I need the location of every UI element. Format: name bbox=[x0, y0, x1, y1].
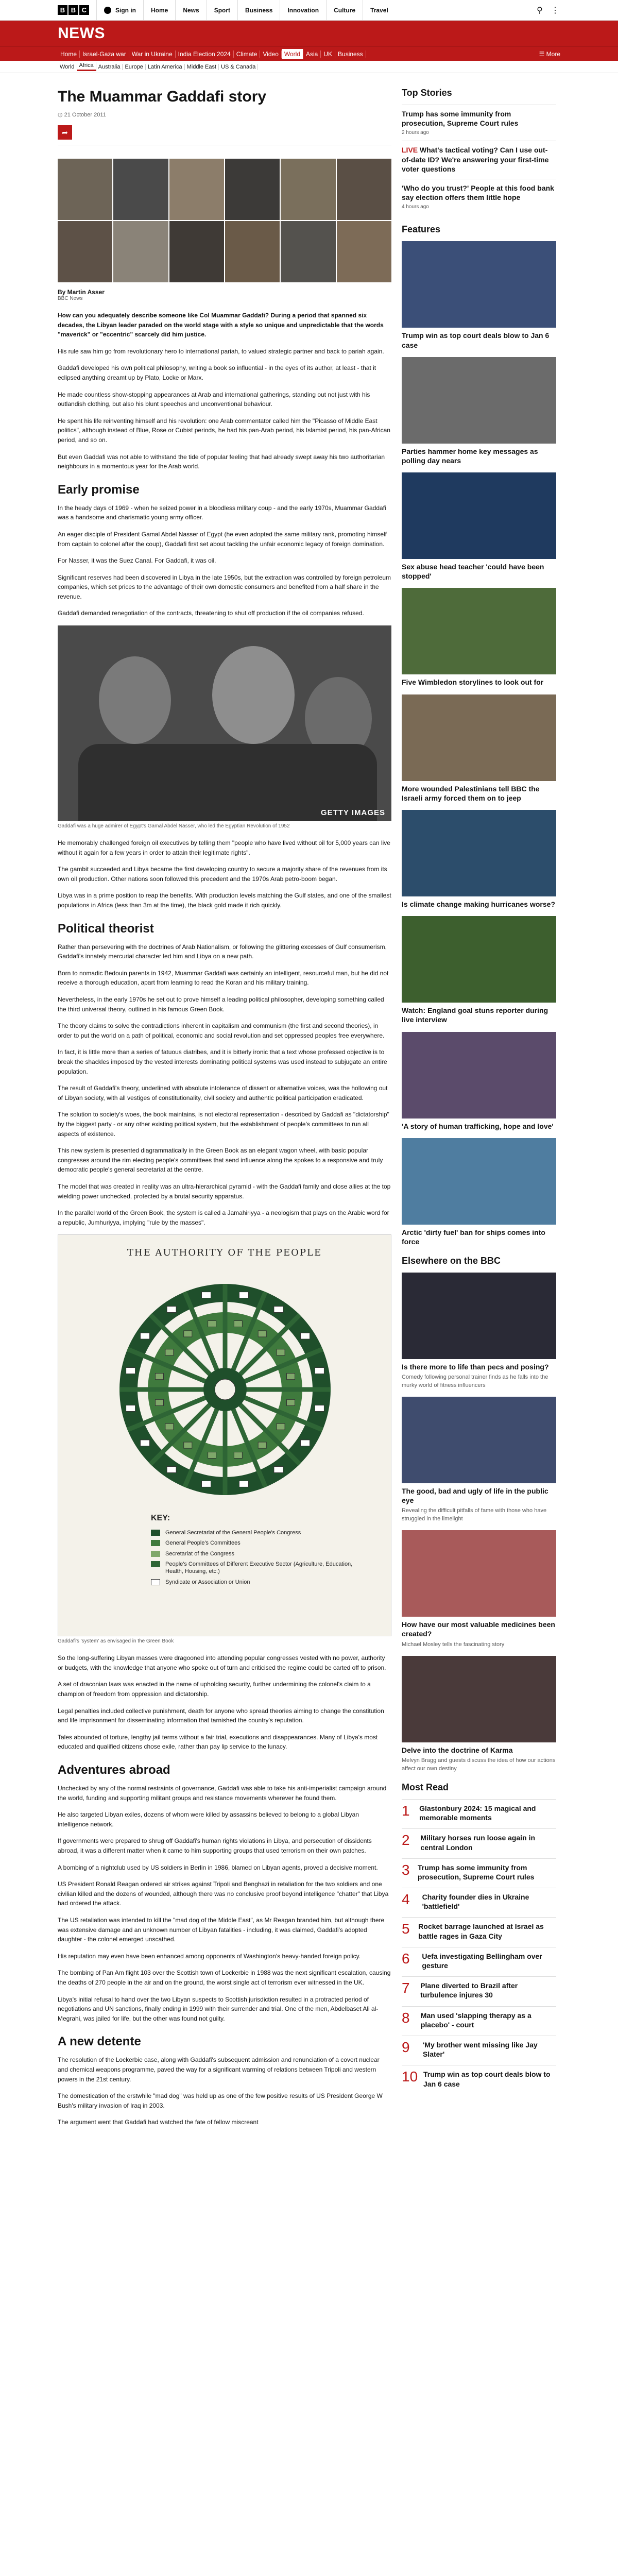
nav-video[interactable]: Video bbox=[260, 50, 281, 58]
paragraph: A set of draconian laws was enacted in the name of upholding security, further undermining the colonel's claim to a champion of freedom from oppression and dictatorship. bbox=[58, 1681, 371, 1698]
elsewhere-title: How have our most valuable medicines been created? bbox=[402, 1620, 555, 1638]
elsewhere-heading: Elsewhere on the BBC bbox=[402, 1256, 501, 1266]
paragraph: Significant reserves had been discovered in Libya in the late 1950s, but the extraction was controlled by foreign petroleum companies, which set prices to the advantage of their own domestic consumers and benefited from a half share in the revenue. bbox=[58, 573, 391, 600]
top-nav bbox=[143, 0, 396, 21]
congress-box bbox=[315, 1405, 324, 1412]
congress-box bbox=[274, 1307, 283, 1313]
subnav-world[interactable]: World bbox=[58, 64, 77, 70]
committee-box bbox=[165, 1424, 174, 1430]
most-read-title: Glastonbury 2024: 15 magical and memorable moments bbox=[419, 1804, 536, 1822]
paragraph: Legal penalties included collective punishment, death for anyone who spread theories aiming to change the constitution and life imprisonment for disseminating information that tarnished the country's reputation. bbox=[58, 1707, 384, 1724]
committee-box bbox=[165, 1349, 174, 1355]
congress-box bbox=[239, 1481, 248, 1487]
congress-box bbox=[126, 1405, 135, 1412]
paragraph: An eager disciple of President Gamal Abdel Nasser of Egypt (he even adopted the same military rank, promoting himself from captain to colonel after the coup), Gaddafi first set about tackling the unfair economic legacy of foreign domination. bbox=[58, 530, 387, 548]
paragraph: This new system is presented diagrammatically in the Green Book as an elegant wagon wheel, with basic popular congresses around the rim electing people's committees that send influence along the spokes to a responsive and truly democratic people's general secretariat at the centre. bbox=[58, 1147, 383, 1174]
most-read-rank: 5 bbox=[402, 1921, 410, 1937]
paragraph: So the long-suffering Libyan masses were dragooned into attending popular congresses vested with no power, authority or budgets, with the knowledge that anyone who spoke out of turn and criticised the regime could be carted off to prison. bbox=[58, 1654, 386, 1671]
subnav-europe[interactable]: Europe bbox=[123, 64, 145, 70]
elsewhere-list bbox=[402, 1273, 556, 1773]
nav-business[interactable]: Business bbox=[335, 50, 366, 58]
key-label: General Secretariat of the General People's Congress bbox=[165, 1530, 301, 1536]
congress-box bbox=[300, 1333, 310, 1339]
intro-paragraph: How can you adequately describe someone like Col Muammar Gaddafi? During a period that spanned six decades, the Libyan leader paraded on the world stage with a style so unique and unpredictable that the words "maverick" or "eccentric" scarcely did him justice. bbox=[58, 312, 384, 338]
elsewhere-card[interactable] bbox=[402, 1273, 556, 1389]
nav-ukraine[interactable]: War in Ukraine bbox=[129, 50, 176, 58]
top-story-time: 2 hours ago bbox=[402, 130, 429, 136]
congress-box bbox=[202, 1292, 211, 1298]
logo-letter: B bbox=[68, 5, 78, 15]
paragraph: The argument went that Gaddafi had watched the fate of fellow miscreant bbox=[58, 2119, 259, 2126]
top-story-item[interactable] bbox=[402, 141, 556, 179]
nav-asia[interactable]: Asia bbox=[303, 50, 321, 58]
sidebar bbox=[402, 73, 556, 2134]
key-item bbox=[151, 1529, 367, 1536]
paragraph: He made countless show-stopping appearances at Arab and international gatherings, standing out not just with his outlandish clothing, but also his blunt speeches and unconventional behaviour. bbox=[58, 391, 370, 408]
paragraph: The result of Gaddafi's theory, underlined with absolute intolerance of dissent or alternative voices, was the hollowing out of Libyan society, with all vestiges of constitutionality, civil society and authentic political participation eradicated. bbox=[58, 1084, 388, 1101]
paragraph: He also targeted Libyan exiles, dozens of whom were killed by assassins believed to belong to a global Libyan intelligence network. bbox=[58, 1811, 359, 1828]
article-title: The Muammar Gaddafi story bbox=[58, 88, 267, 105]
search-icon[interactable]: ⚲ bbox=[537, 6, 543, 15]
committee-box bbox=[287, 1400, 295, 1406]
hub-center bbox=[215, 1379, 235, 1400]
paragraph: In fact, it is little more than a series of fatuous diatribes, and it is bitterly ironic that a text whose professed objective is to break the shackles imposed by the vested interests dominating political systems was used instead to subjugate an entire population. bbox=[58, 1048, 387, 1075]
gaddafi-photo-montage bbox=[58, 159, 391, 282]
photo-watermark: GETTY IMAGES bbox=[320, 808, 385, 818]
key-title: KEY: bbox=[151, 1514, 170, 1523]
committee-box bbox=[184, 1331, 192, 1337]
most-read-item[interactable] bbox=[402, 2036, 556, 2065]
feature-image bbox=[402, 472, 556, 559]
sign-in-label: Sign in bbox=[115, 6, 136, 14]
menu-icon[interactable]: ⋮ bbox=[551, 6, 559, 15]
key-swatch bbox=[151, 1561, 160, 1567]
feature-card[interactable] bbox=[402, 810, 556, 909]
top-nav-news[interactable]: News bbox=[175, 0, 206, 21]
top-bar-actions bbox=[535, 5, 560, 15]
feature-image bbox=[402, 694, 556, 781]
date-text: 21 October 2011 bbox=[64, 112, 106, 118]
most-read-item[interactable] bbox=[402, 1976, 556, 2006]
most-read-item[interactable] bbox=[402, 1828, 556, 1858]
most-read-rank: 6 bbox=[402, 1950, 410, 1967]
paragraph: US President Ronald Reagan ordered air strikes against Tripoli and Benghazi in retaliation for the two soldiers and one civilian killed and the dozens of wounded, although there was no conclusive proof beyond intelligence "chatter" that Libya had ordered the attack. bbox=[58, 1880, 389, 1907]
author-role: BBC News bbox=[58, 296, 83, 301]
live-badge: LIVE bbox=[402, 146, 420, 155]
news-banner bbox=[0, 21, 618, 46]
paragraph: His rule saw him go from revolutionary hero to international pariah, to valued strategic partner and back to pariah again. bbox=[58, 347, 384, 355]
feature-image bbox=[402, 1032, 556, 1118]
key-swatch bbox=[151, 1579, 160, 1585]
elsewhere-card[interactable] bbox=[402, 1656, 556, 1773]
feature-card[interactable] bbox=[402, 472, 556, 581]
most-read-heading: Most Read bbox=[402, 1782, 449, 1792]
top-story-title-wrap bbox=[402, 145, 556, 174]
most-read-item[interactable] bbox=[402, 1888, 556, 1917]
congress-box bbox=[141, 1440, 150, 1446]
top-nav-travel[interactable]: Travel bbox=[363, 0, 396, 21]
logo-letter: C bbox=[79, 5, 89, 15]
committee-box bbox=[208, 1321, 216, 1327]
top-story-time: 4 hours ago bbox=[402, 204, 429, 210]
key-item bbox=[151, 1561, 367, 1575]
paragraph: In the parallel world of the Green Book, the system is called a Jamahiriyya - a neologism that plays on the Arabic word for a republic, Jumhuriyya, implying "rule by the masses". bbox=[58, 1209, 389, 1226]
key-label: Secretariat of the Congress bbox=[165, 1550, 234, 1557]
most-read-item[interactable] bbox=[402, 1947, 556, 1976]
nav-climate[interactable]: Climate bbox=[234, 50, 261, 58]
most-read-rank: 1 bbox=[402, 1802, 410, 1819]
paragraph: Nevertheless, in the early 1970s he set out to prove himself a leading political philosopher, developing something called the third universal theory, outlined in his famous Green Book. bbox=[58, 996, 384, 1013]
elsewhere-image bbox=[402, 1397, 556, 1483]
key-label: Syndicate or Association or Union bbox=[165, 1579, 250, 1585]
key-swatch bbox=[151, 1540, 160, 1546]
paragraph: Tales abounded of torture, lengthy jail terms without a fair trial, executions and disappearances. Many of Libya's most educated and qualified citizens chose exile, rather than pay lip service to the lunacy. bbox=[58, 1733, 378, 1751]
user-icon bbox=[104, 7, 111, 14]
paragraph: The US retaliation was intended to kill the "mad dog of the Middle East", as Mr Reagan branded him, but although there was extensive damage and an unknown number of Libyan fatalities - including, it was claimed, Gaddafi's adopted daughter - the colonel emerged unscathed. bbox=[58, 1916, 385, 1943]
sign-in-button[interactable] bbox=[97, 0, 143, 21]
nav-home[interactable]: Home bbox=[58, 50, 80, 58]
feature-title: Arctic 'dirty fuel' ban for ships comes into force bbox=[402, 1228, 545, 1246]
top-stories-list bbox=[402, 105, 556, 215]
article bbox=[58, 73, 391, 2134]
top-bar bbox=[0, 0, 618, 21]
feature-title: Trump win as top court deals blow to Jan 6 case bbox=[402, 331, 550, 349]
most-read-title: Trump win as top court deals blow to Jan 6 case bbox=[423, 2070, 551, 2088]
paragraph: In the heady days of 1969 - when he seized power in a bloodless military coup - and the early 1970s, Muammar Gaddafi was a handsome and charismatic young army officer. bbox=[58, 504, 386, 521]
paragraph: Gaddafi demanded renegotiation of the contracts, threatening to shut off production if the oil companies refused. bbox=[58, 609, 364, 617]
paragraph: He spent his life reinventing himself and his revolution: one Arab commentator called him the "Picasso of Middle East politics", although instead of Blue, Rose or Cubist periods, he had his pan-Arab period, his Islamist period, his pan-African period, and so on. bbox=[58, 417, 390, 444]
article-date: ◷ 21 October 2011 bbox=[58, 112, 106, 118]
paragraph: If governments were prepared to shrug off Gaddafi's human rights violations in Libya, and persecution of dissidents abroad, it was a different matter when it came to him supporting groups that used terrorism on their own patches. bbox=[58, 1837, 372, 1854]
committee-box bbox=[234, 1452, 242, 1459]
congress-box bbox=[167, 1467, 176, 1473]
elsewhere-image bbox=[402, 1273, 556, 1359]
top-nav-home[interactable]: Home bbox=[143, 0, 175, 21]
committee-box bbox=[258, 1331, 266, 1337]
most-read-rank: 3 bbox=[402, 1861, 410, 1878]
feature-image bbox=[402, 357, 556, 444]
committee-box bbox=[155, 1400, 163, 1406]
key-item bbox=[151, 1550, 367, 1557]
feature-title: Parties hammer home key messages as polling day nears bbox=[402, 447, 538, 465]
elsewhere-desc: Michael Mosley tells the fascinating story bbox=[402, 1641, 505, 1648]
elsewhere-desc: Comedy following personal trainer finds as he falls into the murky world of fitness influencers bbox=[402, 1374, 548, 1388]
paragraph: Unchecked by any of the normal restraints of governance, Gaddafi was able to take his anti-imperialist campaign around the world, funding and supporting militant groups and resistance movements wherever he found them. bbox=[58, 1785, 387, 1802]
share-button[interactable] bbox=[58, 125, 72, 140]
share-icon: ➦ bbox=[62, 128, 68, 137]
committee-box bbox=[287, 1374, 295, 1380]
most-read-item[interactable] bbox=[402, 2006, 556, 2036]
committee-box bbox=[184, 1442, 192, 1448]
paragraph: The gambit succeeded and Libya became the first developing country to secure a majority share of the revenues from its own oil production. Other nations soon followed this precedent and the 1970s Arab petro-boom began. bbox=[58, 866, 387, 883]
paragraph: The resolution of the Lockerbie case, along with Gaddafi's subsequent admission and renunciation of a covert nuclear and chemical weapons programme, paved the way for a significant warming of relations between Tripoli and western powers in the 21st century. bbox=[58, 2056, 380, 2083]
elsewhere-desc: Revealing the difficult pitfalls of fame with those who have struggled in the limelight bbox=[402, 1507, 547, 1522]
section-heading: Early promise bbox=[58, 482, 140, 497]
paragraph: Libya's initial refusal to hand over the two Libyan suspects to Scottish jurisdiction resulted in a protracted period of negotiations and UN sanctions, finally ending in 1999 with their surrender and trial. One of the men, Abdelbaset Ali al-Megrahi, was jailed for life, but the other was found not guilty. bbox=[58, 1995, 379, 2022]
feature-card[interactable] bbox=[402, 1138, 556, 1246]
paragraph: Born to nomadic Bedouin parents in 1942, Muammar Gaddafi was certainly an intelligent, resourceful man, but he did not receive a thorough education, apart from learning to read the Koran and his military training. bbox=[58, 969, 389, 987]
features-list bbox=[402, 241, 556, 1246]
feature-card[interactable] bbox=[402, 916, 556, 1024]
most-read-item[interactable] bbox=[402, 1858, 556, 1888]
most-read-title: Trump has some immunity from prosecution, Supreme Court rules bbox=[418, 1863, 535, 1881]
key-item bbox=[151, 1539, 367, 1547]
subnav-us-canada[interactable]: US & Canada bbox=[219, 64, 258, 70]
committee-box bbox=[277, 1349, 285, 1355]
logo-letter: B bbox=[58, 5, 67, 15]
paragraph: The domestication of the erstwhile "mad dog" was held up as one of the few positive results of US President George W Bush's military invasion of Iraq in 2003. bbox=[58, 2092, 383, 2109]
committee-box bbox=[277, 1424, 285, 1430]
most-read-list bbox=[402, 1799, 556, 2095]
congress-box bbox=[141, 1333, 150, 1339]
top-story-title: What's tactical voting? Can I use out-of-date ID? We're answering your first-time voter questions bbox=[402, 146, 549, 173]
most-read-title: Charity founder dies in Ukraine 'battlefield' bbox=[422, 1893, 529, 1911]
elsewhere-title: Delve into the doctrine of Karma bbox=[402, 1746, 513, 1755]
key-swatch bbox=[151, 1551, 160, 1557]
congress-box bbox=[274, 1467, 283, 1473]
author-name: By Martin Asser bbox=[58, 289, 105, 296]
feature-card[interactable] bbox=[402, 357, 556, 465]
diagram-title: THE AUTHORITY OF THE PEOPLE bbox=[127, 1247, 322, 1259]
most-read-title: Man used 'slapping therapy as a placebo' - court bbox=[420, 2011, 531, 2029]
top-nav-business[interactable]: Business bbox=[237, 0, 280, 21]
feature-card[interactable] bbox=[402, 1032, 556, 1131]
feature-title: Is climate change making hurricanes worse? bbox=[402, 900, 555, 908]
elsewhere-image bbox=[402, 1530, 556, 1617]
elsewhere-card[interactable] bbox=[402, 1530, 556, 1649]
feature-card[interactable] bbox=[402, 241, 556, 349]
bbc-logo[interactable] bbox=[58, 5, 89, 15]
paragraph: But even Gaddafi was not able to withstand the tide of popular feeling that had already swept away his two authoritarian neighbours in a momentous year for the Arab world. bbox=[58, 453, 385, 470]
feature-title: Sex abuse head teacher 'could have been stopped' bbox=[402, 563, 544, 581]
feature-image bbox=[402, 810, 556, 896]
top-story-title: Trump has some immunity from prosecution, Supreme Court rules bbox=[402, 110, 519, 128]
top-stories-heading: Top Stories bbox=[402, 88, 452, 98]
feature-image bbox=[402, 916, 556, 1003]
congress-box bbox=[315, 1368, 324, 1374]
most-read-title: 'My brother went missing like Jay Slater' bbox=[422, 2040, 538, 2059]
feature-image bbox=[402, 1138, 556, 1225]
green-book-diagram bbox=[58, 1234, 391, 1636]
subnav-australia[interactable]: Australia bbox=[96, 64, 123, 70]
paragraph: He memorably challenged foreign oil executives by telling them "people who have lived without oil for 5,000 years can live without it again for a few years in order to attain their legitimate rights". bbox=[58, 839, 390, 856]
features-heading: Features bbox=[402, 224, 441, 235]
most-read-item[interactable] bbox=[402, 1799, 556, 1828]
feature-card[interactable] bbox=[402, 588, 556, 687]
key-label: General People's Committees bbox=[165, 1540, 241, 1547]
elsewhere-title: The good, bad and ugly of life in the public eye bbox=[402, 1487, 548, 1505]
subnav-africa[interactable]: Africa bbox=[77, 62, 96, 71]
most-read-rank: 9 bbox=[402, 2039, 410, 2055]
committee-box bbox=[258, 1442, 266, 1448]
feature-title: More wounded Palestinians tell BBC the Israeli army forced them on to jeep bbox=[402, 784, 540, 802]
most-read-title: Military horses run loose again in central London bbox=[420, 1834, 536, 1852]
committee-box bbox=[155, 1374, 163, 1380]
most-read-item[interactable] bbox=[402, 2065, 556, 2094]
elsewhere-image bbox=[402, 1656, 556, 1742]
paragraph: The model that was created in reality was an ultra-hierarchical pyramid - with the Gaddafi family and close allies at the top wielding power unchecked, protected by a brutal security apparatus. bbox=[58, 1182, 391, 1200]
most-read-rank: 10 bbox=[402, 2069, 418, 2085]
image-caption: Gaddafi was a huge admirer of Egypt's Gamal Abdel Nasser, who led the Egyptian Revolution of 1952 bbox=[58, 823, 290, 829]
feature-title: Watch: England goal stuns reporter during live interview bbox=[402, 1006, 548, 1024]
paragraph: The bombing of Pan Am flight 103 over the Scottish town of Lockerbie in 1988 was the next significant escalation, causing the deaths of 270 people in the air and on the ground, the worst single act of terrorism ever witnessed in the UK. bbox=[58, 1969, 391, 1986]
key-swatch bbox=[151, 1530, 160, 1536]
top-nav-culture[interactable]: Culture bbox=[326, 0, 363, 21]
section-heading: A new detente bbox=[58, 2035, 141, 2049]
key-item bbox=[151, 1579, 367, 1586]
committee-box bbox=[234, 1321, 242, 1327]
elsewhere-desc: Melvyn Bragg and guests discuss the idea of how our actions affect our own destiny bbox=[402, 1757, 556, 1772]
paragraph: A bombing of a nightclub used by US soldiers in Berlin in 1986, blamed on Libyan agents, proved a decisive moment. bbox=[58, 1863, 378, 1871]
nav-world[interactable]: World bbox=[282, 49, 303, 59]
feature-title: 'A story of human trafficking, hope and love' bbox=[402, 1122, 554, 1130]
most-read-title: Rocket barrage launched at Israel as battle rages in Gaza City bbox=[418, 1922, 544, 1940]
nav-india-election[interactable]: India Election 2024 bbox=[176, 50, 234, 58]
sub-nav bbox=[0, 61, 618, 73]
paragraph: For Nasser, it was the Suez Canal. For Gaddafi, it was oil. bbox=[58, 557, 216, 565]
most-read-rank: 2 bbox=[402, 1832, 410, 1849]
paragraph: Gaddafi developed his own political philosophy, writing a book so influential - in the eyes of its author, at least - that it eclipsed anything dreamt up by Plato, Locke or Marx. bbox=[58, 364, 376, 381]
more-label: More bbox=[546, 50, 560, 58]
news-brand[interactable]: NEWS bbox=[58, 25, 105, 42]
diagram-key bbox=[151, 1513, 367, 1589]
nav-israel-gaza[interactable]: Israel-Gaza war bbox=[80, 50, 129, 58]
most-read-rank: 4 bbox=[402, 1891, 410, 1908]
most-read-title: Uefa investigating Bellingham over gesture bbox=[422, 1952, 542, 1970]
paragraph: The solution to society's woes, the book maintains, is not electoral representation - described by Gaddafi as "dictatorship" by the biggest party - or any other existing political system, but the establishment of people's committees to run all aspects of existence. bbox=[58, 1111, 389, 1138]
gaddafi-nasser-photo bbox=[58, 625, 391, 821]
paragraph: The theory claims to solve the contradictions inherent in capitalism and communism (the first and second theories), in order to put the world on a path of political, economic and social revolution and set oppressed peoples free everywhere. bbox=[58, 1022, 385, 1039]
paragraph: Libya was in a prime position to reap the benefits. With production levels matching the Gulf states, and one of the smallest populations in Africa (less than 3m at the time), the black gold made it rich quickly. bbox=[58, 892, 391, 909]
paragraph: His reputation may even have been enhanced among opponents of Washington's heavy-handed foreign policy. bbox=[58, 1952, 361, 1960]
congress-box bbox=[167, 1307, 176, 1313]
main-nav bbox=[0, 46, 618, 61]
subnav-middle-east[interactable]: Middle East bbox=[185, 64, 219, 70]
most-read-rank: 7 bbox=[402, 1980, 410, 1996]
top-story-item[interactable] bbox=[402, 179, 556, 215]
feature-image bbox=[402, 241, 556, 328]
wagon-wheel-diagram bbox=[81, 1276, 369, 1513]
section-heading: Adventures abroad bbox=[58, 1763, 170, 1777]
more-menu-button[interactable]: ☰ More bbox=[539, 50, 560, 58]
most-read-item[interactable] bbox=[402, 1917, 556, 1946]
committee-box bbox=[208, 1452, 216, 1459]
paragraph: Rather than persevering with the doctrines of Arab Nationalism, or following the glittering excesses of Gulf consumerism, Gaddafi's innately mercurial character led him and Libya on a new path. bbox=[58, 943, 387, 960]
subnav-latin-america[interactable]: Latin America bbox=[146, 64, 185, 70]
image-caption: Gaddafi's 'system' as envisaged in the Green Book bbox=[58, 1638, 174, 1645]
top-nav-innovation[interactable]: Innovation bbox=[280, 0, 326, 21]
feature-image bbox=[402, 588, 556, 674]
top-story-title: 'Who do you trust?' People at this food bank say election offers them little hope bbox=[402, 183, 554, 202]
most-read-rank: 8 bbox=[402, 2009, 410, 2026]
feature-title: Five Wimbledon storylines to look out for bbox=[402, 678, 544, 687]
congress-box bbox=[126, 1368, 135, 1374]
nav-uk[interactable]: UK bbox=[321, 50, 335, 58]
key-label: People's Committees of Different Executive Sector (Agriculture, Education, Health, Housing, etc.) bbox=[165, 1561, 353, 1575]
section-heading: Political theorist bbox=[58, 921, 154, 936]
most-read-title: Plane diverted to Brazil after turbulence injures 30 bbox=[420, 1981, 518, 1999]
feature-card[interactable] bbox=[402, 694, 556, 803]
top-nav-sport[interactable]: Sport bbox=[207, 0, 237, 21]
congress-box bbox=[202, 1481, 211, 1487]
elsewhere-card[interactable] bbox=[402, 1397, 556, 1523]
top-story-item[interactable] bbox=[402, 105, 556, 141]
elsewhere-title: Is there more to life than pecs and posing? bbox=[402, 1363, 549, 1371]
congress-box bbox=[239, 1292, 248, 1298]
congress-box bbox=[300, 1440, 310, 1446]
